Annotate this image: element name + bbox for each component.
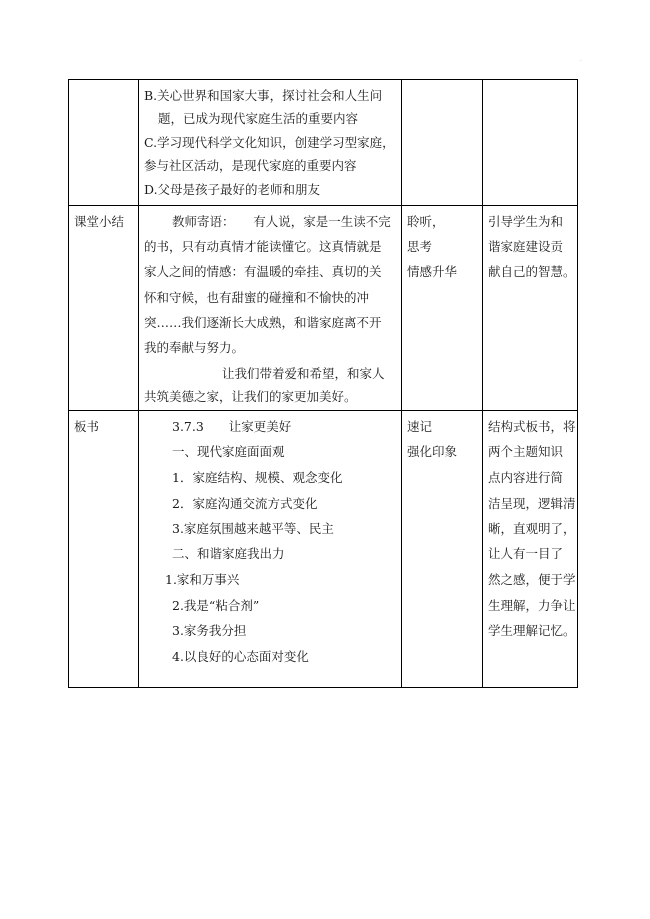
summary-student-activity: 情感升华 [407,264,458,279]
board-text-line: 3.家庭氛围越来越平等、民主 [172,521,334,536]
board-intent: 让人有一目了 [488,546,564,561]
board-text-line: 2．家庭沟通交流方式变化 [172,496,318,511]
board-text-line: 1．家庭结构、规模、观念变化 [172,470,343,485]
board-intent: 洁呈现，逻辑清 [488,496,576,511]
board-student-activity: 强化印象 [407,444,458,459]
option-line: C.学习现代科学文化知识，创建学习型家庭， [144,135,395,150]
table-border-left [68,79,69,688]
option-line: 参与社区活动，是现代家庭的重要内容 [144,158,357,173]
board-intent: 然之感，便于学 [488,572,576,587]
summary-text-line: 的书，只有动真情才能读懂它。这真情就是 [144,239,382,254]
summary-text-line: 我的奉献与努力。 [144,340,245,355]
summary-intent: 献自己的智慧。 [488,264,576,279]
option-line: B.关心世界和国家大事，探讨社会和人生问 [144,88,383,103]
table-border-bottom [68,687,578,688]
row-divider-2 [68,410,578,411]
board-text-line: 一、现代家庭面面观 [172,444,285,459]
board-text-line: 4.以良好的心态面对变化 [172,649,309,664]
table-border-right [577,79,578,688]
option-line: D.父母是孩子最好的老师和朋友 [144,182,321,197]
column-divider-2 [401,79,402,688]
board-intent: 点内容进行简 [488,470,564,485]
board-text-line: 3.7.3 让家更美好 [172,419,292,434]
board-text-line: 2.我是“粘合剂” [172,598,260,613]
board-text-line: 3.家务我分担 [172,623,247,638]
board-text-line: 1.家和万事兴 [165,572,240,587]
board-intent: 两个主题知识 [488,444,564,459]
column-divider-3 [482,79,483,688]
summary-text-line: 家人之间的情感：有温暖的牵挂、真切的关 [144,264,382,279]
option-line: 题，已成为现代家庭生活的重要内容 [158,111,359,126]
row-divider-1 [68,205,578,206]
board-intent: 学生理解记忆。 [488,623,576,638]
board-label: 板书 [74,419,100,434]
summary-text-line: 怀和守候，也有甜蜜的碰撞和不愉快的冲 [144,290,370,305]
board-intent: 结构式板书，将 [488,419,576,434]
table-border-top [68,79,578,80]
board-intent: 晰，直观明了， [488,521,576,536]
summary-intent: 谐家庭建设贡 [488,239,564,254]
board-text-line: 二、和谐家庭我出力 [172,546,285,561]
summary-label: 课堂小结 [74,214,125,229]
summary-text-line: 共筑美德之家，让我们的家更加美好。 [144,389,357,404]
summary-student-activity: 思考 [407,239,433,254]
summary-text-line: 让我们带着爱和希望，和家人 [222,366,385,381]
summary-student-activity: 聆听， [407,214,445,229]
board-student-activity: 速记 [407,419,433,434]
summary-text-line: 教师寄语： 有人说，家是一生读不完 [172,214,391,229]
corner-mark: · [580,58,582,65]
summary-text-line: 突……我们逐渐长大成熟，和谐家庭离不开 [144,315,382,330]
summary-intent: 引导学生为和 [488,214,564,229]
column-divider-1 [138,79,139,688]
board-intent: 生理解，力争让 [488,598,576,613]
